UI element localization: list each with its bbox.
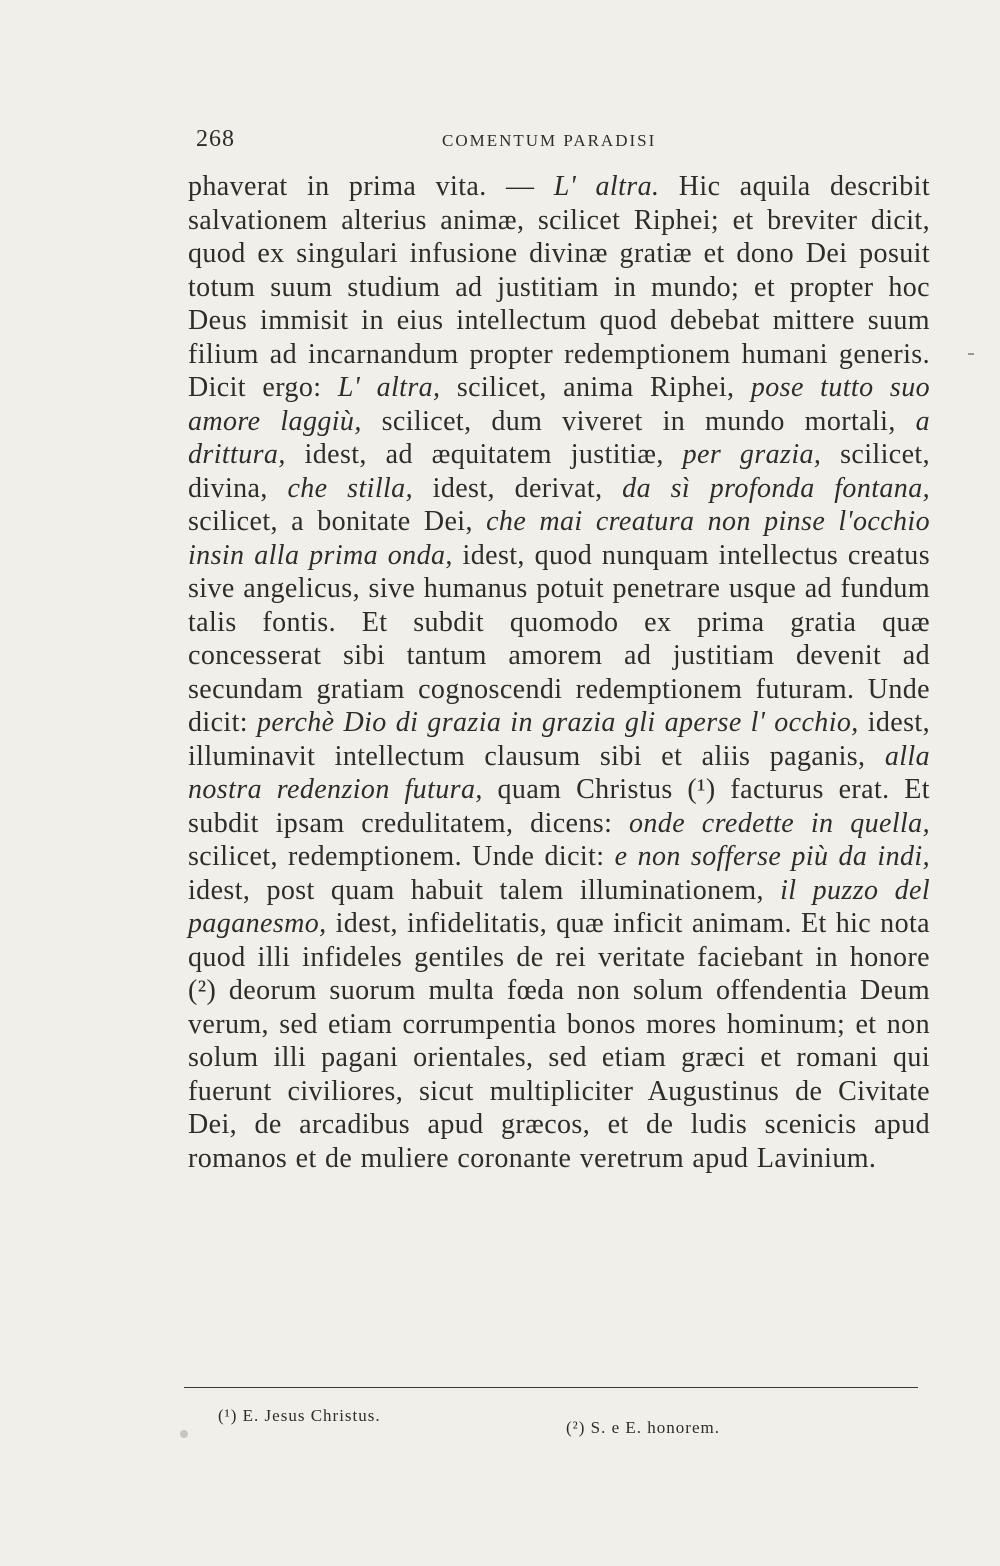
italic-quote: L' altra.	[553, 171, 660, 202]
footnote-1	[218, 1406, 381, 1426]
text-segment: idest, infidelitatis, quæ inficit animam. Et hic nota quod illi infideles gentiles de rei veritate faciebant in honore	[188, 908, 930, 973]
italic-quote: a drittura,	[188, 405, 930, 470]
text-segment: idest, quod nunquam intellectus creatus sive angelicus, sive humanus potuit penetrare usque ad fundum talis fontis. Et subdit quomodo ex prima gratia quæ concesserat sibi tantum amorem ad justitiam devenit ad secundam gratiam cognoscendi redemptionem futuram. Unde dicit:	[188, 539, 930, 738]
text-segment: idest, post quam habuit talem illuminationem,	[188, 874, 781, 906]
italic-quote: che stilla,	[287, 472, 413, 504]
italic-quote: perchè Dio di grazia in grazia gli aperse l' occhio,	[256, 707, 859, 738]
text-segment: idest, ad æquitatem justitiæ,	[285, 439, 683, 470]
text-segment: scilicet, divina,	[188, 439, 930, 504]
main-text	[188, 170, 930, 1175]
text-segment: scilicet, a bonitate Dei,	[188, 506, 487, 537]
footnote-divider	[184, 1387, 918, 1388]
italic-quote: L' altra,	[337, 372, 441, 403]
footnote-text: S. e E. honorem.	[585, 1418, 720, 1437]
text-segment: deorum suorum multa fœda non solum offendentia Deum verum, sed etiam corrumpentia bonos mores hominum; et non solum illi pagani orientales, sed etiam græci et romani qui fuerunt civiliores, sicut multipliciter Augustinus de Civitate Dei, de arcadibus apud græcos, et de ludis scenicis apud romanos et de muliere coronante veretrum apud Lavinium.	[188, 975, 930, 1174]
page-number: 268	[196, 126, 235, 152]
italic-quote: pose tutto suo amore laggiù,	[188, 372, 931, 437]
italic-quote: onde credette in quella,	[629, 807, 930, 839]
footnote-2	[566, 1418, 720, 1438]
text-segment: quam Christus	[482, 774, 688, 805]
italic-quote: e non sofferse più da indi,	[614, 841, 930, 872]
text-segment: phaverat in prima vita. —	[188, 171, 554, 202]
text-segment: idest, illuminavit intellectum clausum sibi et aliis paganis,	[188, 707, 930, 772]
footnote-text: E. Jesus Christus.	[237, 1406, 381, 1425]
text-segment: scilicet, redemptionem. Unde dicit:	[188, 841, 615, 872]
italic-quote: il puzzo del paganesmo,	[188, 874, 931, 939]
footnote-mark: (²)	[566, 1418, 586, 1437]
text-segment: Hic aquila describit salvationem alterius animæ, scilicet Riphei; et breviter dicit, quod ex singulari infusione divinæ gratiæ et dono Dei posuit totum suum studium ad justitiam in mundo; et propter hoc Deus immisit in eius intellectum quod debebat mittere suum filium ad incarnandum propter redemptionem humani generis. Dicit ergo:	[188, 171, 930, 403]
text-segment: idest, derivat,	[412, 472, 623, 504]
footnote-reference-1: (¹)	[687, 774, 716, 805]
italic-quote: per grazia,	[682, 439, 822, 470]
text-segment: facturus erat. Et subdit ipsam credulitatem, dicens:	[188, 774, 930, 839]
page-header	[196, 126, 926, 158]
text-segment: scilicet, anima Riphei,	[440, 372, 751, 403]
footnote-mark: (¹)	[218, 1406, 238, 1425]
footnote-reference-2: (²)	[188, 975, 217, 1006]
italic-quote: da sì profonda fontana,	[622, 472, 931, 504]
running-head: COMENTUM PARADISI	[442, 131, 657, 150]
paper-spot	[180, 1430, 188, 1438]
text-segment: scilicet, dum viveret in mundo mortali,	[361, 405, 916, 437]
italic-quote: alla nostra redenzion futura,	[188, 740, 930, 805]
margin-mark	[968, 353, 974, 355]
italic-quote: che mai creatura non pinse l'occhio insin alla prima onda,	[188, 506, 931, 571]
